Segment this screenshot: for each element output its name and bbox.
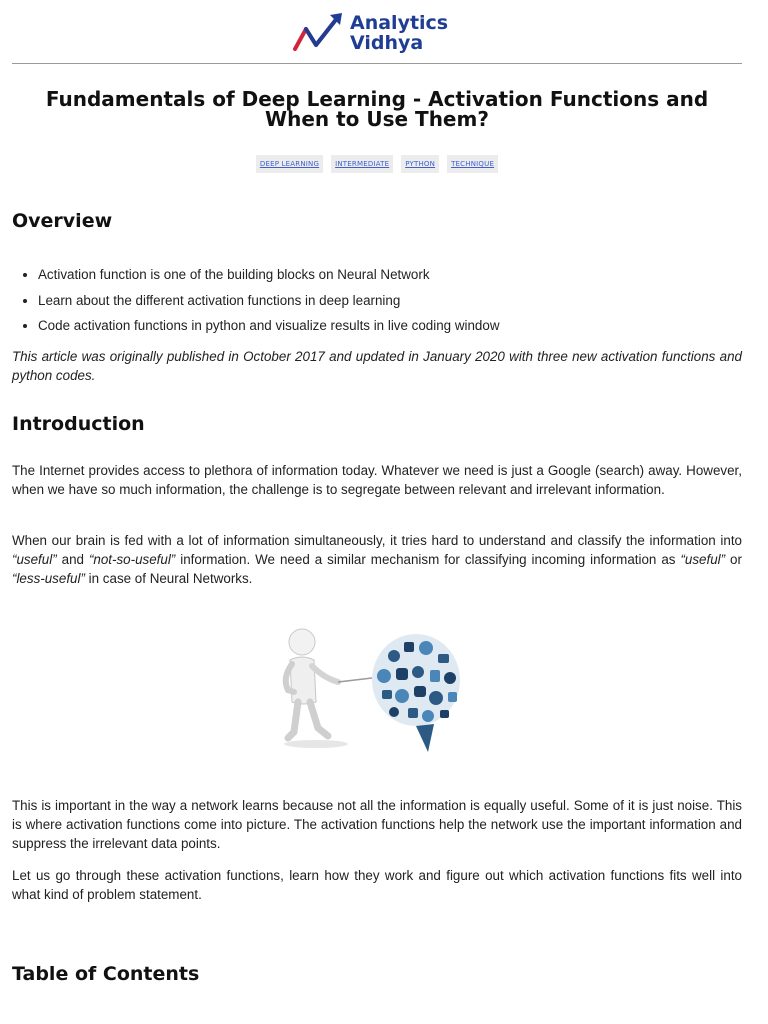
list-item: • Learn about the different activation functions in deep learning <box>38 288 768 314</box>
text-segment: or <box>725 552 742 567</box>
tag-list <box>12 155 742 173</box>
list-item: • Code activation functions in python and visualize results in live coding window <box>38 313 768 339</box>
list-item: • Activation function is one of the building blocks on Neural Network <box>38 262 768 288</box>
logo-line-2: Vidhya <box>350 32 424 54</box>
tag-deep-learning[interactable]: DEEP LEARNING <box>256 155 323 173</box>
publish-note: This article was originally published in October 2017 and updated in January 2020 with three new activation functions and python codes. <box>12 349 742 383</box>
logo-line-1: Analytics <box>350 12 449 34</box>
article-title: Fundamentals of Deep Learning - Activation Functions and When to Use Them? <box>45 87 709 131</box>
emphasis-useful-2: “useful” <box>680 552 726 567</box>
body-paragraph-1: This is important in the way a network learns because not all the information is equally useful. Some of it is just noise. This is where activation functions come into picture. The activation functions help the network use the important information and suppress the irrelevant data points. <box>12 798 742 851</box>
table-of-contents-heading: Table of Contents <box>12 963 200 985</box>
intro-paragraph-2 <box>12 531 742 588</box>
intro-paragraph-1: The Internet provides access to plethora of information today. Whatever we need is just a Google (search) away. However, when we have so much information, the challenge is to segregate between relevant and irrelevant information. <box>12 463 742 497</box>
text-segment: and <box>56 552 89 567</box>
overview-list <box>12 262 768 339</box>
introduction-heading: Introduction <box>12 413 145 435</box>
logo-wordmark <box>350 13 448 53</box>
trend-arrow-icon <box>292 11 348 55</box>
body-paragraph-2: Let us go through these activation functions, learn how they work and figure out which activation functions fits well into what kind of problem statement. <box>12 868 742 902</box>
tag-technique[interactable]: TECHNIQUE <box>447 155 498 173</box>
emphasis-not-so-useful: “not-so-useful” <box>88 552 176 567</box>
speech-bubble-icon-cluster <box>372 634 460 752</box>
text-segment: information. We need a similar mechanism for classifying incoming information as <box>175 552 681 567</box>
tag-python[interactable]: PYTHON <box>401 155 439 173</box>
emphasis-useful: “useful” <box>12 552 57 567</box>
overview-heading: Overview <box>12 210 113 232</box>
header-divider <box>12 63 742 64</box>
tag-intermediate[interactable]: INTERMEDIATE <box>331 155 393 173</box>
stick-figure-pointing-at-speech-bubble-illustration <box>276 620 476 760</box>
emphasis-less-useful: “less-useful” <box>12 571 85 586</box>
analytics-vidhya-logo[interactable] <box>292 10 472 56</box>
text-segment: When our brain is fed with a lot of information simultaneously, it tries hard to understand and classify the information into <box>12 533 742 548</box>
text-segment: in case of Neural Networks. <box>84 571 253 586</box>
